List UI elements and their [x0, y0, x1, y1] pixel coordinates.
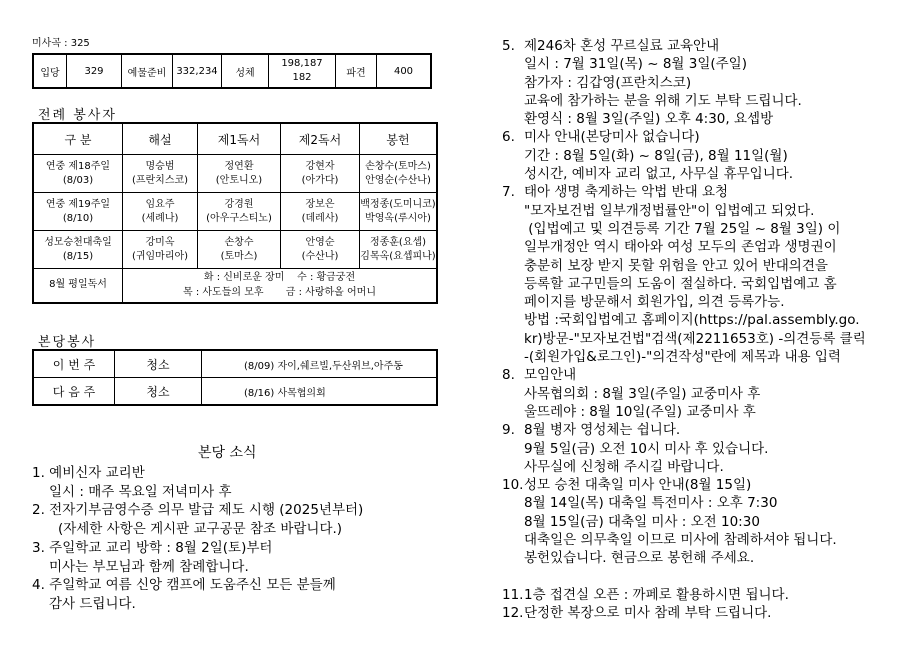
roster-header-commentary: 해설	[123, 123, 198, 155]
date: (8/15)	[62, 250, 94, 262]
date: (8/10)	[62, 212, 94, 224]
communion-value	[269, 54, 336, 88]
list-item-line: 페이지를 방문해서 회원가입, 의견 등록가능.	[524, 294, 785, 311]
entry-label: 입당	[33, 54, 67, 88]
list-item-line: 교육에 참가하는 분을 위해 기도 부탁 드립니다.	[524, 92, 802, 109]
duty-title: 본당봉사	[38, 335, 97, 350]
name: 명승범	[145, 160, 175, 172]
reading2-cell	[281, 231, 360, 269]
list-item-line: kr)방문-"모자보건법"검색(제2211653호) -의견등록 클릭	[524, 330, 866, 347]
reading2-cell	[281, 193, 360, 231]
news-title: 본당 소식	[198, 445, 257, 461]
table-row	[33, 155, 437, 193]
name: 백정종(도미니코)	[360, 198, 436, 210]
item-title: 성모 승천 대축일 미사 안내(8월 15일)	[524, 477, 752, 494]
item-title: 태아 생명 축게하는 악법 반대 요청	[524, 184, 729, 201]
name: 손창수	[224, 236, 254, 248]
roster-header-row	[33, 123, 437, 155]
duty-table	[32, 349, 438, 406]
saint-name: (안토니오)	[215, 174, 263, 186]
spacer	[502, 568, 902, 586]
commentary-cell	[123, 193, 198, 231]
name: 정연환	[224, 160, 254, 172]
saint-name: (아우구스티노)	[206, 212, 272, 224]
saint-name: (귀임마리아)	[131, 250, 189, 262]
name: 강현자	[305, 160, 335, 172]
name: 정종훈(요셉)	[369, 236, 427, 248]
saint-name: (프란치스코)	[131, 174, 189, 186]
duty-task: 청소	[115, 350, 202, 378]
weekday-label: 8월 평일독서	[33, 269, 123, 303]
date: (8/03)	[62, 174, 94, 186]
list-item-title	[502, 128, 902, 146]
item-title: 8월 병자 영성체는 쉽니다.	[524, 422, 681, 439]
communion-value-1: 198,187	[281, 58, 323, 69]
item-title: 제246차 혼성 꾸르실료 교육안내	[524, 38, 720, 54]
news-item-title: 3. 주일학교 교리 방학 : 8월 2일(토)부터	[32, 539, 273, 556]
list-item-line: 기간 : 8월 5일(화) ~ 8일(금), 8월 11일(월)	[524, 147, 788, 164]
list-item-title	[502, 586, 902, 604]
name: 장보은	[305, 198, 335, 210]
list-item-line: 사무실에 신청해 주시길 바랍니다.	[524, 458, 724, 475]
item-number: 8.	[502, 367, 515, 384]
saint-name: (세례나)	[141, 212, 179, 224]
roster-header-category: 구 분	[33, 123, 123, 155]
roster-header-offering: 봉헌	[360, 123, 438, 155]
weekday-reading-row	[33, 269, 437, 303]
table-row	[33, 193, 437, 231]
news-item-title: 1. 예비신자 교리반	[32, 465, 145, 481]
name: 박영옥(루시아)	[365, 212, 431, 224]
news-item-title: 2. 전자기부금영수증 의무 발급 제도 시행 (2025년부터)	[32, 502, 364, 519]
list-item-line: 성시간, 예비자 교리 없고, 사무실 휴무입니다.	[524, 166, 794, 183]
duty-week: 다 음 주	[33, 378, 115, 406]
name: 안영순(수산나)	[365, 174, 431, 186]
list-item-title	[502, 366, 902, 384]
news-item-line: (자세한 사항은 게시판 교구공문 참조 바랍니다.)	[58, 521, 343, 538]
news-item-line: 미사는 부모님과 함께 참례합니다.	[49, 558, 249, 575]
item-number: 10.	[502, 477, 524, 494]
duty-task: 청소	[115, 378, 202, 406]
list-item-line: 9월 5일(금) 오전 10시 미사 후 있습니다.	[524, 440, 769, 457]
list-item-line: -(회원가입&로그인)-"의견작성"란에 제목과 내용 입력	[524, 349, 841, 366]
list-item-title	[502, 421, 902, 439]
saint-name: (데레사)	[301, 212, 339, 224]
table-row	[33, 378, 437, 406]
offering-cell	[360, 231, 438, 269]
news-list	[32, 464, 472, 614]
occasion-cell	[33, 193, 123, 231]
list-item-line: 충분히 보장 받지 못할 위험을 안고 있어 반대의견을	[524, 257, 828, 274]
reading1-cell	[198, 155, 281, 193]
reading2-cell	[281, 155, 360, 193]
offering-cell	[360, 193, 438, 231]
name: 김목옥(요셉피나)	[360, 250, 436, 262]
list-item-line: 참가자 : 김갑영(프란치스코)	[524, 74, 692, 91]
saint-name: (토마스)	[220, 250, 258, 262]
news-item-line: 일시 : 매주 목요일 저녁미사 후	[49, 483, 232, 500]
liturgy-roster-table	[32, 122, 438, 304]
occasion: 연중 제18주일	[45, 160, 111, 172]
item-number: 9.	[502, 422, 515, 439]
occasion-cell	[33, 231, 123, 269]
offertory-label: 예물준비	[122, 54, 173, 88]
list-item-line: 울뜨레야 : 8월 10일(주일) 교중미사 후	[524, 403, 756, 420]
roster-header-reading2: 제2독서	[281, 123, 360, 155]
list-item-title	[502, 476, 902, 494]
mass-count: 미사곡 : 325	[32, 38, 90, 49]
saint-name: (아가다)	[301, 174, 339, 186]
saint-name: (수산나)	[301, 250, 339, 262]
occasion: 성모승천대축일	[44, 236, 112, 248]
commentary-cell	[123, 231, 198, 269]
reading1-cell	[198, 231, 281, 269]
table-row	[33, 231, 437, 269]
list-item-line: "모자보건법 일부개정법률안"이 입법예고 되었다.	[524, 202, 815, 219]
item-number: 6.	[502, 129, 515, 146]
entry-value: 329	[67, 54, 122, 88]
news-item-title: 4. 주일학교 여름 신앙 캠프에 도움주신 모든 분들께	[32, 577, 336, 594]
occasion: 연중 제19주일	[45, 198, 111, 210]
right-news-list	[502, 37, 902, 622]
item-number: 7.	[502, 184, 515, 201]
item-title: 미사 안내(본당미사 없습니다)	[524, 129, 700, 146]
dismissal-label: 파견	[336, 54, 377, 88]
list-item-line: 사목협의회 : 8월 3일(주일) 교중미사 후	[524, 385, 761, 402]
list-item-title	[502, 604, 902, 622]
roster-header-reading1: 제1독서	[198, 123, 281, 155]
name: 강미옥	[145, 236, 175, 248]
list-item-line: 등록할 교구민들의 도움이 절실하다. 국회입법예고 홈	[524, 275, 837, 292]
list-item-title	[502, 183, 902, 201]
item-title: 모임안내	[524, 367, 577, 384]
commentary-cell	[123, 155, 198, 193]
offering-cell	[360, 155, 438, 193]
list-item-line: 봉헌있습니다. 현금으로 봉헌해 주세요.	[524, 550, 755, 567]
list-item-line: 대축일은 의무축일 이므로 미사에 참례하셔야 됩니다.	[524, 532, 837, 549]
list-item-line: 환영식 : 8월 3일(주일) 오후 4:30, 요셉방	[524, 111, 774, 128]
list-item-line: 일부개정안 역시 태아와 여성 모두의 존엄과 생명권이	[524, 239, 837, 256]
list-item-line: (입법예고 및 의견등록 기간 7월 25일 ~ 8월 3일) 이	[524, 220, 841, 237]
liturgy-stats-table	[32, 53, 432, 89]
communion-value-2: 182	[292, 72, 312, 83]
name: 임요주	[145, 198, 175, 210]
weekday-line: 목 : 사도들의 모후 금 : 사랑하올 어머니	[183, 287, 376, 299]
item-number: 12.	[502, 604, 524, 621]
news-item-line: 감사 드립니다.	[49, 595, 136, 612]
list-item-line: 8월 14일(목) 대축일 특전미사 : 오후 7:30	[524, 495, 778, 512]
item-number: 11.	[502, 586, 524, 603]
list-item-line: 일시 : 7월 31일(목) ~ 8월 3일(주일)	[524, 56, 747, 73]
name: 손창수(토마스)	[365, 160, 431, 172]
item-title: 1층 접견실 오픈 : 까페로 활용하시면 됩니다.	[524, 586, 789, 603]
dismissal-value: 400	[377, 54, 432, 88]
reading1-cell	[198, 193, 281, 231]
name: 강경원	[224, 198, 254, 210]
offertory-value: 332,234	[173, 54, 222, 88]
weekday-line: 화 : 신비로운 장미 수 : 황금궁전	[203, 272, 356, 284]
list-item-title	[502, 37, 902, 55]
occasion-cell	[33, 155, 123, 193]
name: 안영순	[305, 236, 335, 248]
list-item-line: 방법 :국회입법예고 홈페이지(https://pal.assembly.go.	[524, 312, 860, 329]
duty-detail: (8/16) 사목협의회	[202, 378, 438, 406]
duty-detail: (8/09) 자이,쉐르빌,두산위브,아주동	[202, 350, 438, 378]
liturgy-title: 전례 봉사자	[38, 108, 117, 123]
table-row	[33, 350, 437, 378]
item-number: 5.	[502, 38, 515, 54]
duty-week: 이 번 주	[33, 350, 115, 378]
item-title: 단정한 복장으로 미사 참례 부탁 드립니다.	[524, 604, 772, 621]
weekday-schedule	[123, 269, 438, 303]
list-item-line: 8월 15일(금) 대축일 미사 : 오전 10:30	[524, 513, 760, 530]
communion-label: 성체	[222, 54, 269, 88]
